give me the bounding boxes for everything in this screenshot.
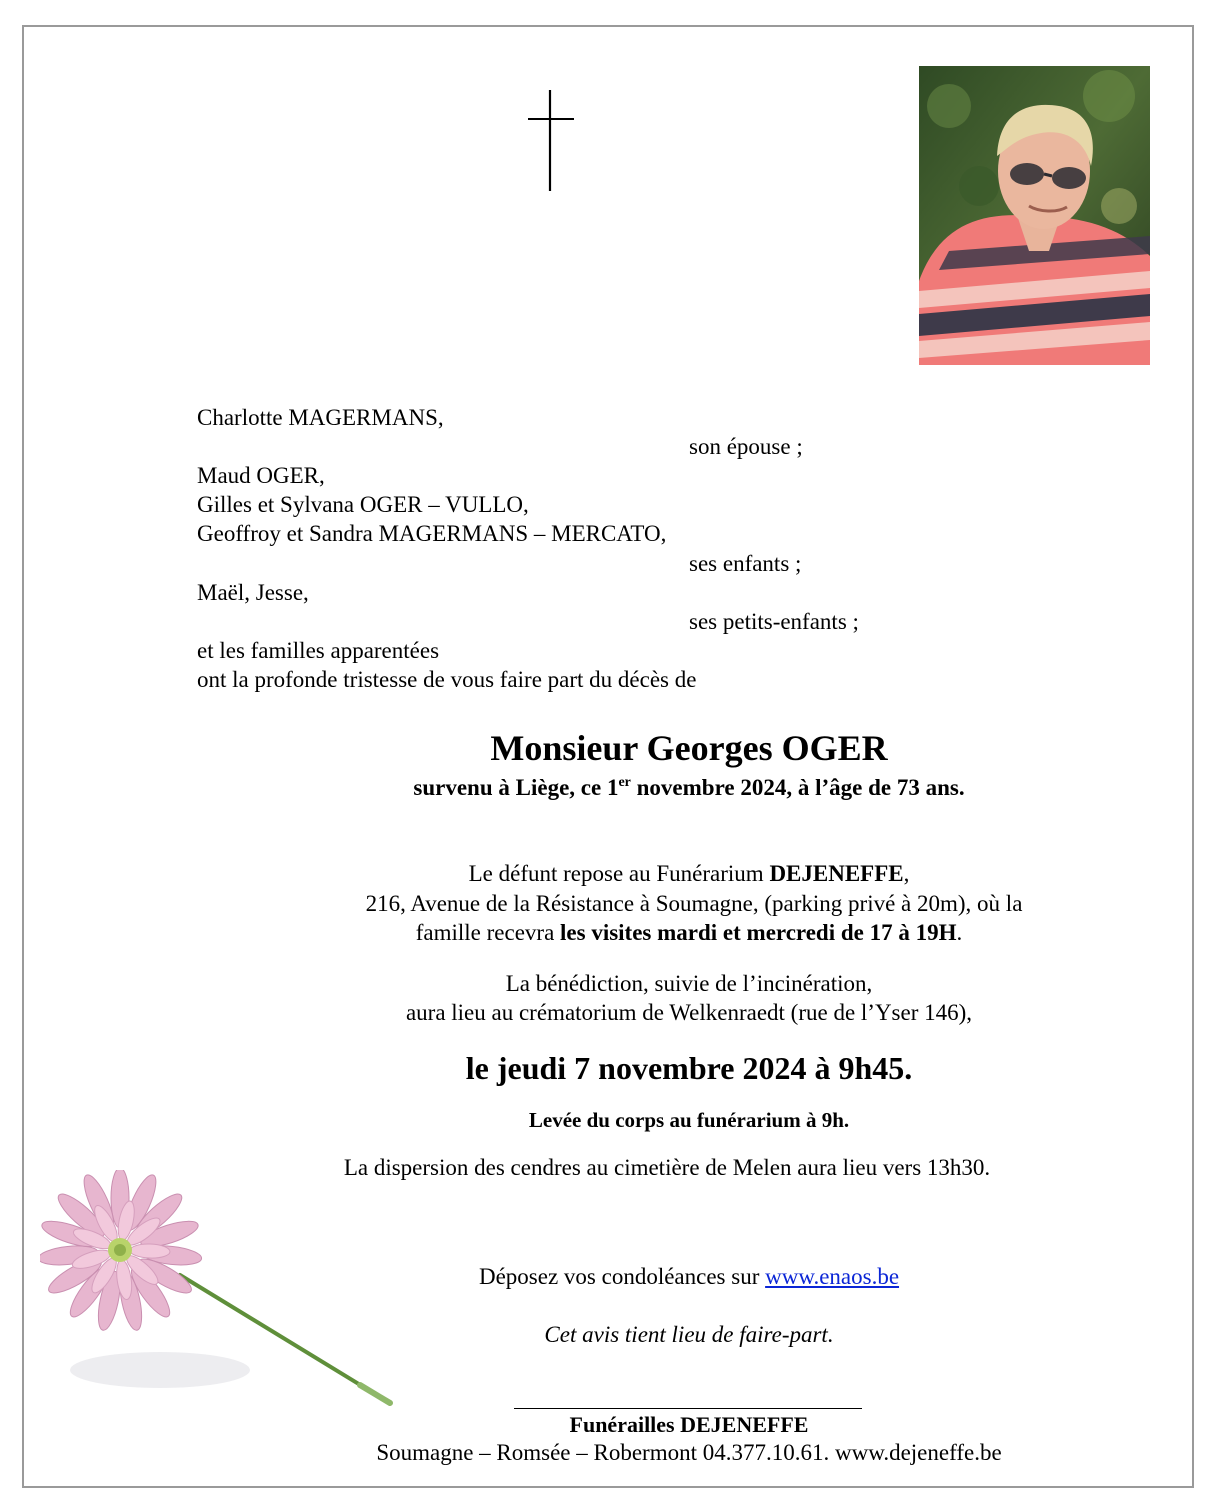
- ceremony-date: le jeudi 7 novembre 2024 à 9h45.: [465, 1050, 913, 1086]
- levee-line: Levée du corps au funérarium à 9h.: [528, 1108, 850, 1132]
- company-contact: Soumagne – Romsée – Robermont 04.377.10.61. www.dejeneffe.be: [376, 1440, 1002, 1465]
- flower-illustration: [40, 1170, 400, 1420]
- families-line: et les familles apparentées: [197, 638, 440, 663]
- condolences-line: Déposez vos condoléances sur www.enaos.be: [478, 1264, 900, 1289]
- child-name: Geoffroy et Sandra MAGERMANS – MERCATO,: [197, 521, 667, 546]
- cross-icon: [528, 90, 574, 191]
- notice-line: Cet avis tient lieu de faire-part.: [544, 1322, 834, 1347]
- grandchildren-names: Maël, Jesse,: [197, 580, 309, 605]
- child-name: Gilles et Sylvana OGER – VULLO,: [197, 492, 529, 517]
- signature-rule: [514, 1408, 862, 1409]
- children-role: ses enfants ;: [689, 551, 802, 576]
- dispersion-line: La dispersion des cendres au cimetière de Melen aura lieu vers 13h30.: [343, 1155, 991, 1180]
- announcement-line: ont la profonde tristesse de vous faire part du décès de: [197, 667, 697, 692]
- repose-line-1: Le défunt repose au Funérarium DEJENEFFE,: [468, 861, 910, 886]
- deceased-name: Monsieur Georges OGER: [490, 728, 888, 768]
- repose-address: 216, Avenue de la Résistance à Soumagne, (parking privé à 20m), où la: [365, 891, 1023, 916]
- spouse-role: son épouse ;: [689, 434, 803, 459]
- funeral-company: Funérailles DEJENEFFE: [569, 1412, 809, 1437]
- grandchildren-role: ses petits-enfants ;: [689, 609, 859, 634]
- child-name: Maud OGER,: [197, 463, 325, 488]
- deceased-portrait: [919, 66, 1150, 365]
- visits-line: famille recevra les visites mardi et mercredi de 17 à 19H.: [415, 920, 963, 945]
- condolences-link[interactable]: www.enaos.be: [765, 1264, 900, 1289]
- blessing-line: La bénédiction, suivie de l’incinération,: [505, 971, 873, 996]
- crematorium-line: aura lieu au crématorium de Welkenraedt (rue de l’Yser 146),: [405, 1000, 973, 1025]
- death-details: survenu à Liège, ce 1er novembre 2024, à l’âge de 73 ans.: [413, 775, 965, 800]
- spouse-name: Charlotte MAGERMANS,: [197, 405, 444, 430]
